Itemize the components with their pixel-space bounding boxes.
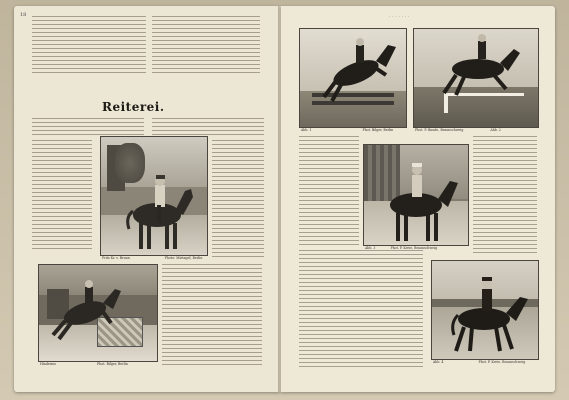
caption-abb3 — [365, 246, 437, 250]
page-number: 18 — [20, 12, 27, 18]
caption-abb4-num: Abb. 4 — [433, 360, 444, 364]
caption-abb3-num: Abb. 3 — [365, 246, 376, 250]
caption-abb2 — [415, 128, 501, 132]
horse-standing-illustration — [119, 171, 199, 253]
body-column-left — [32, 140, 92, 252]
photo-jump-1 — [299, 28, 407, 128]
right-column-right-top — [473, 136, 537, 254]
article-title: Reiterei. — [102, 100, 165, 114]
caption-abb2-credit: Phot. P. Bunde, Braunschweig — [415, 128, 464, 132]
caption-standing-credit: Photo: Mietagel, Berlin — [164, 256, 203, 260]
photo-rider-3 — [363, 144, 469, 246]
caption-jump-label: Hindernis — [40, 362, 57, 366]
photo-jump-2 — [413, 28, 539, 128]
horse-rider-3-illustration — [374, 159, 464, 243]
rider-photo-jump-fence — [38, 264, 158, 362]
intro-paragraph-right — [152, 118, 264, 138]
caption-jump-credit: Phot. Bilger, Berlin — [97, 362, 128, 366]
caption-standing — [102, 256, 202, 260]
caption-abb1 — [301, 128, 393, 132]
caption-abb3-credit: Phot. P. Kreie, Braunschweig — [390, 246, 438, 250]
caption-abb2-num: Abb. 2 — [490, 128, 501, 132]
intro-paragraph — [32, 118, 144, 138]
body-column-right — [212, 140, 264, 260]
caption-abb1-credit: Phot. Bilger, Berlin — [362, 128, 394, 132]
caption-abb1-num: Abb. 1 — [301, 128, 312, 132]
horse-jump-1-illustration — [312, 35, 398, 105]
caption-abb4-credit: Phot. P. Kreie, Braunschweig — [478, 360, 526, 364]
horse-rider-4-illustration — [440, 271, 532, 355]
text-block-top-right — [152, 16, 260, 74]
caption-abb4 — [433, 360, 525, 364]
caption-standing-label: Fritz Kr. v. Brunn — [102, 256, 130, 260]
caption-jump-fence — [40, 362, 128, 366]
right-page — [281, 6, 555, 392]
text-block-top-left — [32, 16, 146, 74]
horse-jump-2-illustration — [430, 33, 522, 103]
rider-photo-standing — [100, 136, 208, 256]
body-column-bottom — [162, 264, 262, 368]
right-column-left-bottom — [299, 250, 423, 370]
horse-jumping-illustration — [45, 277, 125, 347]
running-header: · · · · · · · — [389, 14, 410, 19]
left-page — [14, 6, 280, 392]
photo-rider-4 — [431, 260, 539, 360]
right-column-left-top — [299, 136, 359, 246]
